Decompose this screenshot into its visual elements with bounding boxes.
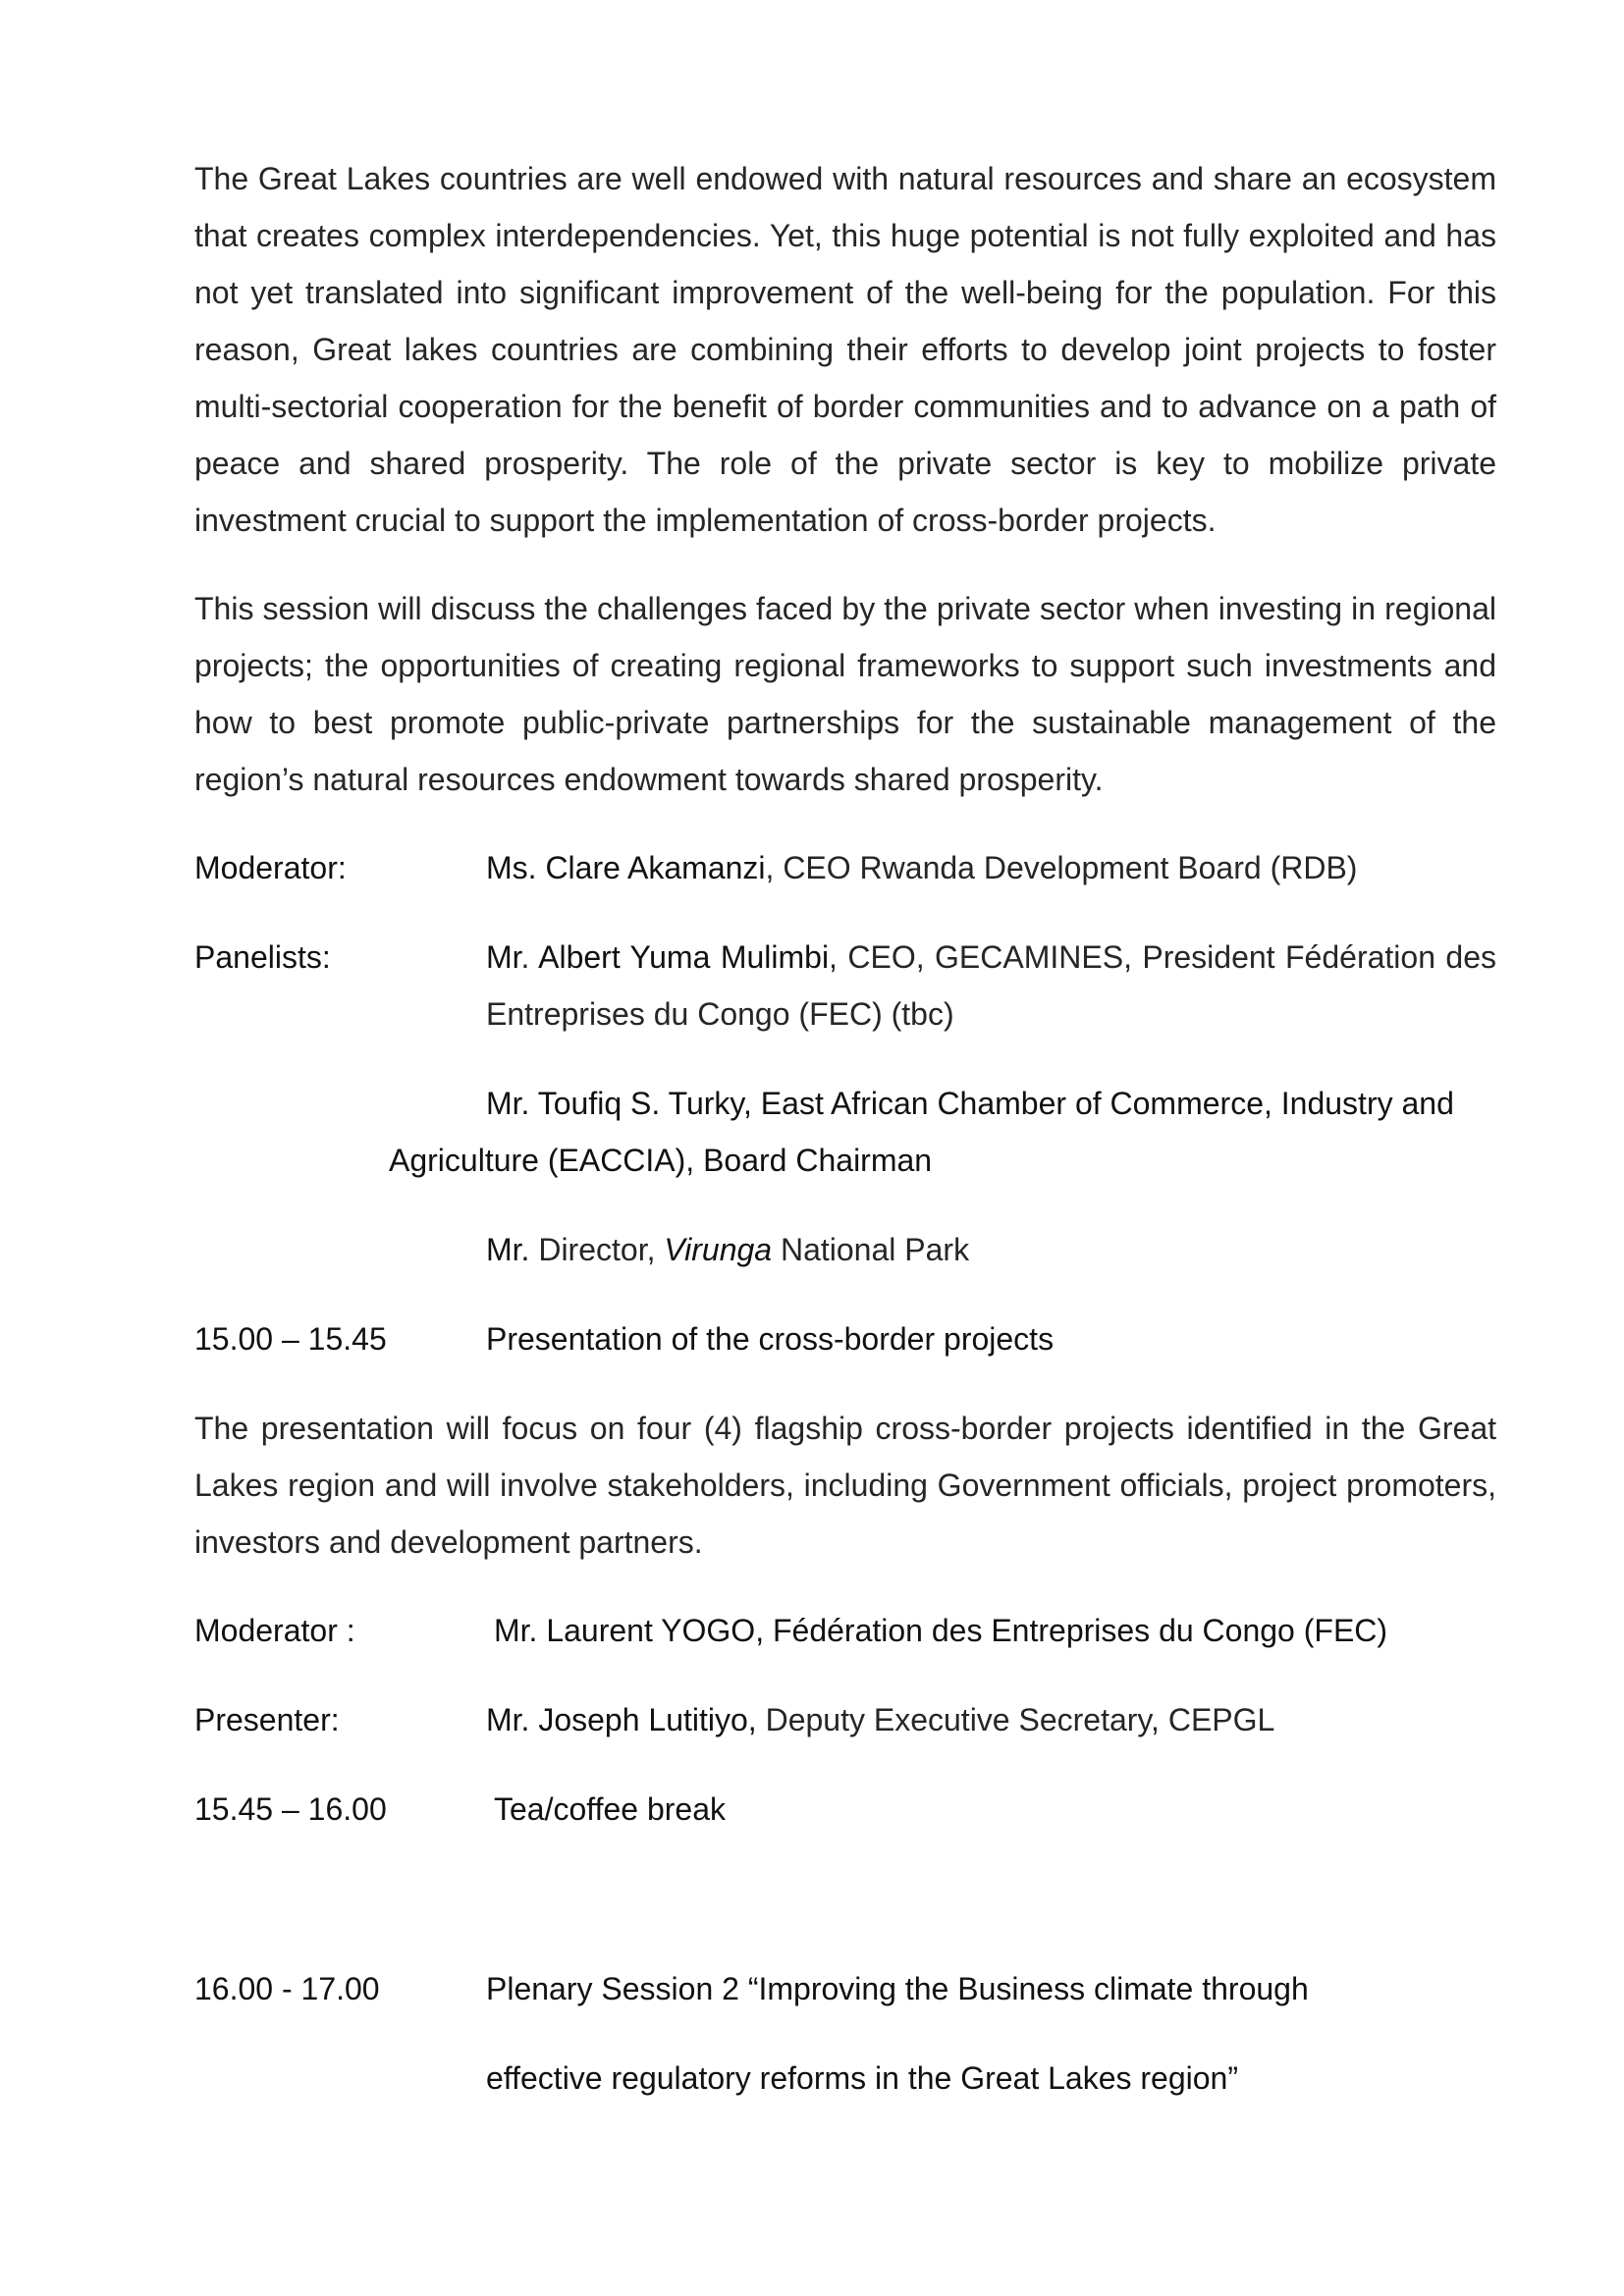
panelist-3: Mr. Director, Virunga National Park bbox=[486, 1232, 970, 1267]
panelists-label: Panelists: bbox=[194, 939, 331, 975]
moderator-value bbox=[486, 839, 1496, 896]
presenter-value bbox=[486, 1691, 1496, 1748]
slot-1-time: 15.00 – 15.45 bbox=[194, 1321, 387, 1357]
moderator-2-label: Moderator : bbox=[194, 1613, 355, 1648]
presenter-label: Presenter: bbox=[194, 1702, 340, 1737]
moderator-2-value: Mr. Laurent YOGO, Fédération des Entreprises du Congo (FEC) bbox=[494, 1613, 1388, 1648]
panelists-row bbox=[194, 929, 1496, 1042]
presenter-role: Deputy Executive Secretary, CEPGL bbox=[756, 1702, 1275, 1737]
slot-3-row bbox=[194, 1960, 1496, 2017]
slot-2-title: Tea/coffee break bbox=[494, 1791, 727, 1827]
moderator-name: Ms. Clare Akamanzi bbox=[486, 850, 766, 885]
moderator-2-row bbox=[194, 1602, 1496, 1659]
moderator-label: Moderator: bbox=[194, 850, 347, 885]
presenter-name: Mr. Joseph Lutitiyo, bbox=[486, 1702, 757, 1737]
panelist-1-role: , CEO, GECAMINES, President Fédération des Entreprises du Congo (FEC) (tbc) bbox=[486, 939, 1497, 1032]
session-description-paragraph: This session will discuss the challenges faced by the private sector when investing in regional projects; the opportunities of creating regional frameworks to support such investments and how to best promote public-private partnerships for the sustainable management of the region’s natural resources endowment towards shared prosperity. bbox=[194, 591, 1496, 797]
panelist-1: Mr. Albert Yuma Mulimbi, CEO, GECAMINES, President Fédération des Entreprises du Congo (FEC) (tbc) bbox=[486, 939, 1497, 1032]
moderator-role: , CEO Rwanda Development Board (RDB) bbox=[765, 850, 1358, 885]
slot-3-row-2 bbox=[194, 2050, 1496, 2107]
slot-2-row bbox=[194, 1781, 1496, 1838]
presenter-row bbox=[194, 1691, 1496, 1748]
moderator-row bbox=[194, 839, 1496, 896]
presentation-paragraph: The presentation will focus on four (4) flagship cross-border projects identified in the Great Lakes region and will involve stakeholders, including Government officials, project promoters, investors and development partners. bbox=[194, 1411, 1496, 1560]
slot-3-title-line-1: Plenary Session 2 “Improving the Business climate through bbox=[486, 1971, 1309, 2006]
slot-3-time: 16.00 - 17.00 bbox=[194, 1971, 380, 2006]
slot-2-time: 15.45 – 16.00 bbox=[194, 1791, 387, 1827]
intro-paragraph: The Great Lakes countries are well endowed with natural resources and share an ecosystem that creates complex interdependencies. Yet, this huge potential is not fully exploited and has not yet translated into significant improvement of the well-being for the population. For this reason, Great lakes countries are combining their efforts to develop joint projects to foster multi-sectorial cooperation for the benefit of border communities and to advance on a path of peace and shared prosperity. The role of the private sector is key to mobilize private investment crucial to support the implementation of cross-border projects. bbox=[194, 161, 1496, 538]
panelist-2-line-2: Agriculture (EACCIA), Board Chairman bbox=[389, 1143, 933, 1178]
slot-1-title: Presentation of the cross-border projects bbox=[486, 1321, 1055, 1357]
panelist-2-line-1: Mr. Toufiq S. Turky, East African Chamber of Commerce, Industry and bbox=[486, 1086, 1454, 1121]
slot-1-row bbox=[194, 1310, 1496, 1367]
panelist-1-name: Albert Yuma Mulimbi bbox=[538, 939, 830, 975]
virunga-text: Virunga bbox=[664, 1232, 773, 1267]
slot-3-title-line-2: effective regulatory reforms in the Great Lakes region” bbox=[486, 2060, 1238, 2096]
